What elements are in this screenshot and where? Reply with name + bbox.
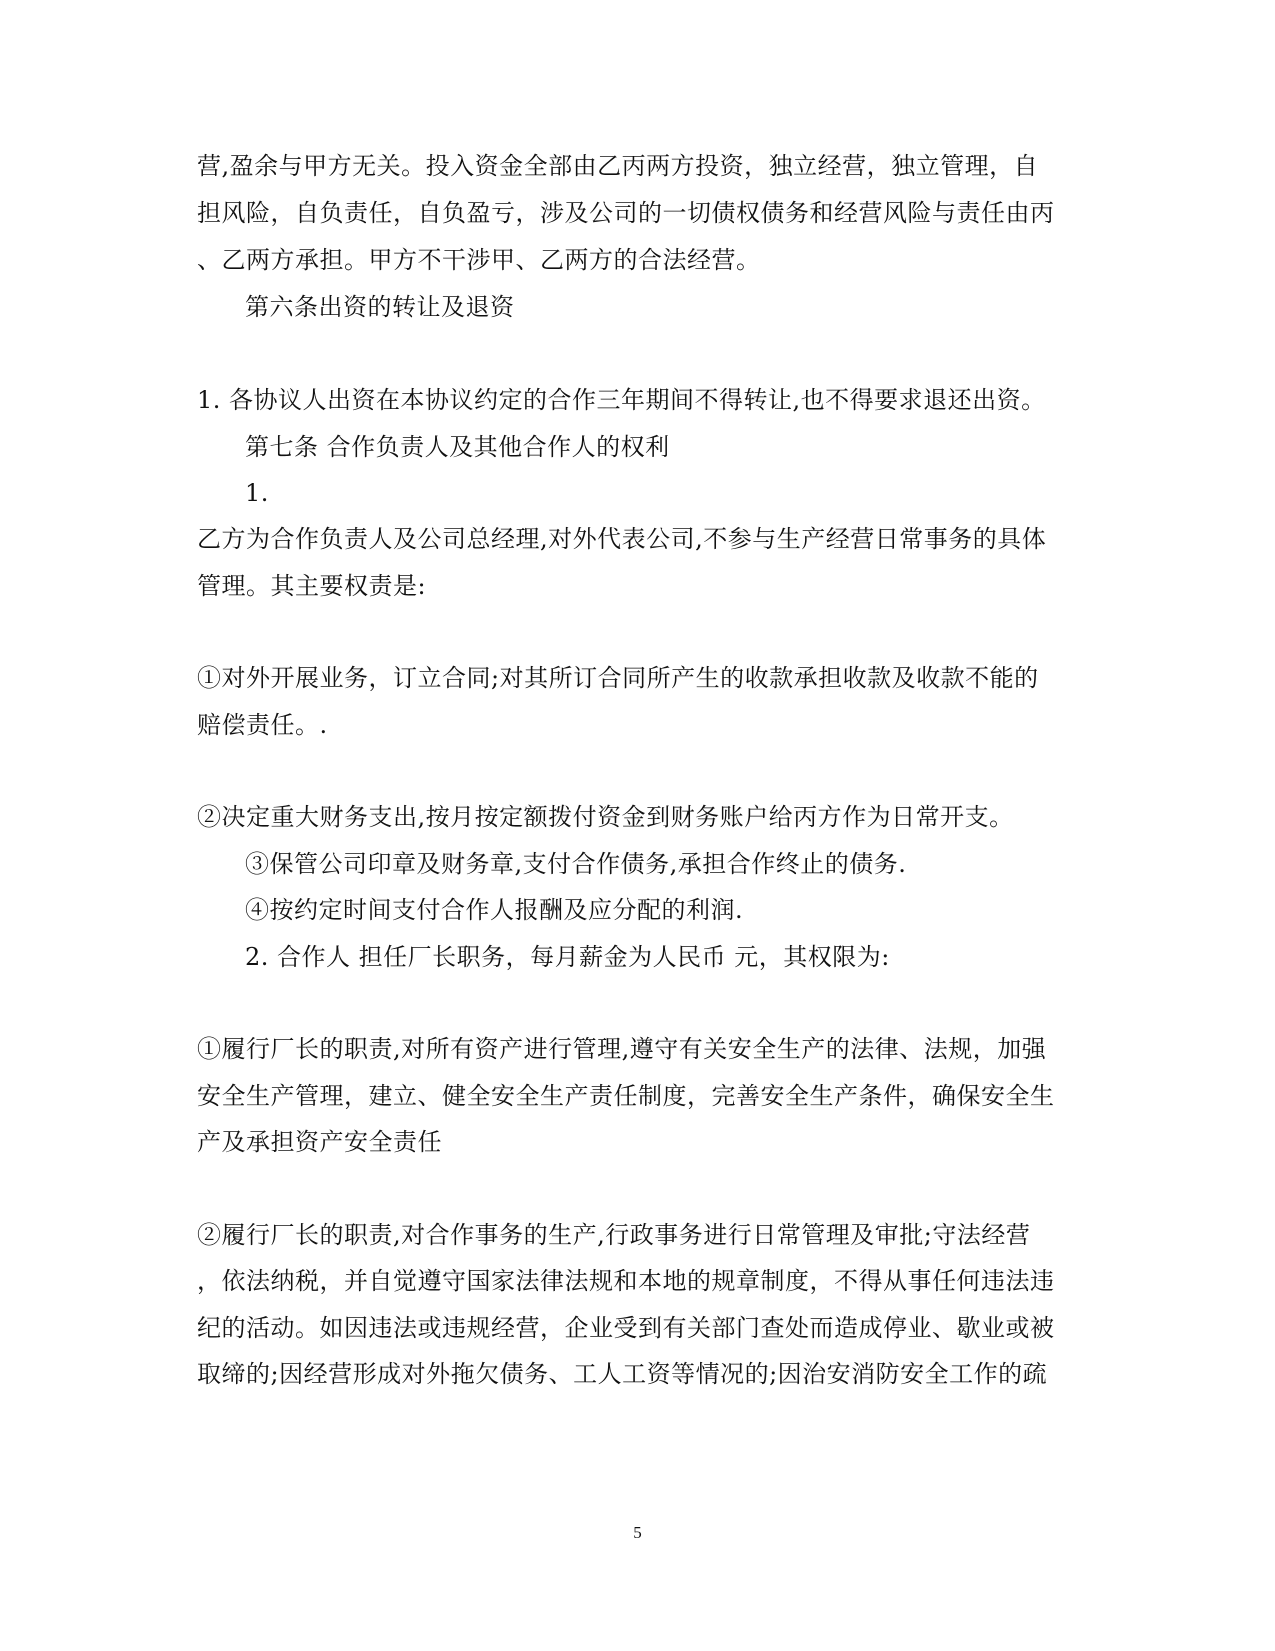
- section-heading: 第六条出资的转让及退资: [245, 293, 515, 321]
- list-item: ②决定重大财务支出,按月按定额拨付资金到财务账户给丙方作为日常开支。: [197, 803, 1014, 831]
- section-heading: 第七条 合作负责人及其他合作人的权利: [245, 433, 670, 461]
- list-item: 纪的活动。如因违法或违规经营，企业受到有关部门查处而造成停业、歇业或被: [197, 1314, 1055, 1342]
- list-item: ①对外开展业务，订立合同;对其所订合同所产生的收款承担收款及收款不能的: [197, 664, 1039, 692]
- paragraph-line: 乙方为合作负责人及公司总经理,对外代表公司,不参与生产经营日常事务的具体: [197, 525, 1047, 553]
- paragraph-line: 担风险，自负责任，自负盈亏，涉及公司的一切债权债务和经营风险与责任由丙: [197, 199, 1055, 227]
- list-item: 赔偿责任。.: [197, 711, 328, 739]
- paragraph-line: 、乙两方承担。甲方不干涉甲、乙两方的合法经营。: [197, 246, 761, 274]
- paragraph-line: 1. 各协议人出资在本协议约定的合作三年期间不得转让,也不得要求退还出资。: [197, 386, 1046, 414]
- paragraph-line: 管理。其主要权责是:: [197, 572, 427, 600]
- list-item: ③保管公司印章及财务章,支付合作债务,承担合作终止的债务.: [245, 850, 907, 878]
- list-item: 安全生产管理，建立、健全安全生产责任制度，完善安全生产条件，确保安全生: [197, 1082, 1055, 1110]
- page-number: 5: [633, 1523, 642, 1542]
- list-item: ①履行厂长的职责,对所有资产进行管理,遵守有关安全生产的法律、法规，加强: [197, 1035, 1047, 1063]
- list-item: 2. 合作人 担任厂长职务，每月薪金为人民币 元，其权限为:: [245, 943, 890, 971]
- paragraph-line: 营,盈余与甲方无关。投入资金全部由乙丙两方投资，独立经营，独立管理，自: [197, 152, 1039, 180]
- list-item: 取缔的;因经营形成对外拖欠债务、工人工资等情况的;因治安消防安全工作的疏: [197, 1360, 1048, 1388]
- list-number: 1.: [245, 479, 269, 507]
- list-item: ④按约定时间支付合作人报酬及应分配的利润.: [245, 896, 744, 924]
- list-item: ，依法纳税，并自觉遵守国家法律法规和本地的规章制度，不得从事任何违法违: [197, 1267, 1055, 1295]
- list-item: 产及承担资产安全责任: [197, 1128, 442, 1156]
- list-item: ②履行厂长的职责,对合作事务的生产,行政事务进行日常管理及审批;守法经营: [197, 1221, 1031, 1249]
